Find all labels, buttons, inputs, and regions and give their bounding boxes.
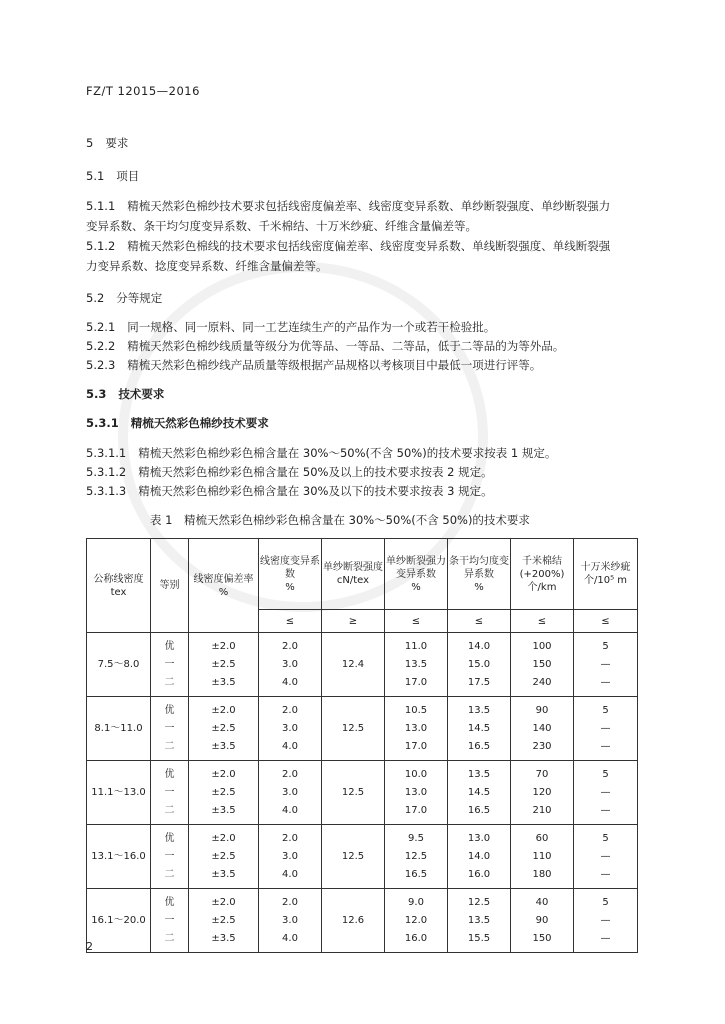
cell-evenness-cv-value: 15.0 [467,658,491,670]
cell-yarn-faults-value: — [600,722,611,734]
cell-evenness-cv [448,633,511,697]
cell-yarn-faults-value: — [600,850,611,862]
heading-5-2 [86,288,162,308]
cell-grade-value: 一 [164,914,175,926]
cell-nominal-density: 16.1～20.0 [87,889,151,953]
cell-strength-cv-value: 17.0 [404,676,428,688]
cell-grade-value: 二 [164,740,175,752]
cell-neps [511,889,574,953]
clause-5-2-2 [86,336,564,356]
cell-density-cv [259,761,322,825]
cell-nominal-density: 7.5～8.0 [87,633,151,697]
clause-text: 精梳天然彩色棉纱线质量等级分为优等品、一等品、二等品，低于二等品的为等外品。 [127,339,565,353]
cell-strength-cv [385,889,448,953]
cell-neps-value: 150 [532,932,552,944]
heading-number: 5.3.1 [86,416,119,430]
clause-text: 精梳天然彩色棉纱彩色棉含量在 50%及以上的技术要求按表 2 规定。 [138,465,493,479]
cell-density-deviation-value: ±2.0 [211,896,236,908]
cell-density-cv-value: 2.0 [282,704,298,716]
cell-yarn-faults-value: — [600,914,611,926]
cell-yarn-faults-value: — [600,786,611,798]
cell-nominal-density: 13.1～16.0 [87,825,151,889]
heading-number: 5.3 [86,387,107,401]
clause-5-3-1-2 [86,462,493,482]
cell-evenness-cv-value: 12.5 [467,896,491,908]
heading-title: 项目 [116,169,140,183]
heading-title: 技术要求 [118,387,165,401]
clause-number: 5.1.2 [86,239,116,253]
clause-5-2-1 [86,317,495,337]
limit-symbol: ≥ [322,610,385,633]
clause-5-1-2-line1 [86,236,610,256]
cell-strength-cv-value: 10.0 [404,768,428,780]
cell-grade [151,633,189,697]
cell-yarn-faults [574,825,638,889]
cell-evenness-cv [448,697,511,761]
heading-5-3-1 [86,413,269,433]
cell-grade [151,761,189,825]
cell-yarn-faults-value: — [600,932,611,944]
limit-symbol: ≤ [574,610,638,633]
cell-density-cv-value: 4.0 [282,740,298,752]
cell-grade-value: 一 [164,786,175,798]
cell-yarn-faults-value: 5 [602,896,609,908]
cell-density-deviation-value: ±3.5 [211,676,236,688]
table-header-row [87,539,638,610]
cell-grade-value: 一 [164,722,175,734]
clause-number: 5.1.1 [86,199,116,213]
cell-grade-value: 二 [164,868,175,880]
cell-grade-value: 优 [164,768,175,780]
clause-5-1-2-line2: 力变异系数、捻度变异系数、纤维含量偏差等。 [86,259,328,273]
cell-strength-cv-value: 17.0 [404,740,428,752]
table-row [87,633,638,697]
cell-strength-cv-value: 16.5 [404,868,428,880]
cell-neps-value: 90 [535,704,549,716]
header-breaking-tenacity: 单纱断裂强度 cN/tex [322,539,385,610]
cell-breaking-tenacity: 12.5 [322,761,385,825]
cell-evenness-cv-value: 14.0 [467,850,491,862]
heading-5-1 [86,166,139,186]
clause-number: 5.3.1.2 [86,465,127,479]
cell-yarn-faults [574,761,638,825]
clause-5-1-1-line2: 变异系数、条干均匀度变异系数、千米棉结、十万米纱疵、纤维含量偏差等。 [86,219,477,233]
cell-density-deviation-value: ±3.5 [211,740,236,752]
heading-title: 分等规定 [116,291,163,305]
cell-density-deviation-value: ±3.5 [211,868,236,880]
cell-density-cv [259,697,322,761]
cell-density-cv-value: 4.0 [282,804,298,816]
cell-density-deviation-value: ±2.5 [211,850,236,862]
cell-strength-cv-value: 13.0 [404,722,428,734]
cell-density-cv-value: 2.0 [282,768,298,780]
cell-density-cv-value: 2.0 [282,896,298,908]
heading-number: 5.1 [86,169,105,183]
cell-strength-cv [385,697,448,761]
cell-density-cv-value: 2.0 [282,832,298,844]
cell-strength-cv-value: 13.0 [404,786,428,798]
cell-grade [151,889,189,953]
cell-density-deviation-value: ±2.0 [211,768,236,780]
header-nominal-density: 公称线密度 tex [87,539,151,633]
cell-density-cv-value: 3.0 [282,850,298,862]
cell-grade [151,825,189,889]
cell-density-cv-value: 3.0 [282,914,298,926]
clause-text: 精梳天然彩色棉纱技术要求包括线密度偏差率、线密度变异系数、单纱断裂强度、单纱断裂强力 [127,199,611,213]
cell-density-cv-value: 3.0 [282,658,298,670]
cell-nominal-density: 8.1～11.0 [87,697,151,761]
cell-neps [511,697,574,761]
cell-evenness-cv-value: 13.0 [467,832,491,844]
cell-density-cv [259,889,322,953]
cell-yarn-faults-value: — [600,676,611,688]
cell-density-cv-value: 2.0 [282,640,298,652]
header-grade: 等别 [151,539,189,633]
cell-neps-value: 100 [532,640,552,652]
cell-density-deviation-value: ±2.0 [211,704,236,716]
clause-5-3-1-3 [86,481,493,501]
clause-number: 5.2.1 [86,320,116,334]
table-body [87,633,638,953]
cell-yarn-faults-value: — [600,804,611,816]
cell-neps [511,825,574,889]
clause-text: 精梳天然彩色棉纱线产品质量等级根据产品规格以考核项目中最低一项进行评等。 [127,358,542,372]
cell-strength-cv-value: 12.0 [404,914,428,926]
cell-yarn-faults-value: — [600,658,611,670]
cell-neps [511,761,574,825]
cell-yarn-faults-value: — [600,868,611,880]
heading-number: 5 [86,136,94,150]
heading-title: 要求 [105,136,129,150]
cell-density-deviation [189,889,259,953]
cell-density-cv-value: 4.0 [282,932,298,944]
cell-density-cv-value: 4.0 [282,868,298,880]
header-strength-cv: 单纱断裂强力变异系数 % [385,539,448,610]
cell-evenness-cv [448,825,511,889]
cell-density-cv [259,633,322,697]
cell-density-deviation-value: ±2.5 [211,722,236,734]
cell-neps-value: 120 [532,786,552,798]
cell-neps-value: 210 [532,804,552,816]
cell-grade-value: 二 [164,676,175,688]
cell-strength-cv [385,825,448,889]
cell-grade-value: 二 [164,932,175,944]
cell-neps-value: 90 [535,914,549,926]
cell-density-cv-value: 3.0 [282,786,298,798]
cell-neps-value: 180 [532,868,552,880]
standard-code: FZ/T 12015—2016 [86,84,200,98]
cell-density-deviation-value: ±2.5 [211,914,236,926]
cell-evenness-cv-value: 14.5 [467,786,491,798]
cell-evenness-cv-value: 16.0 [467,868,491,880]
cell-neps-value: 140 [532,722,552,734]
limit-symbol: ≤ [448,610,511,633]
cell-density-deviation-value: ±3.5 [211,932,236,944]
cell-strength-cv-value: 9.5 [408,832,424,844]
header-yarn-faults: 十万米纱疵 个/10⁵ m [574,539,638,610]
clause-text: 精梳天然彩色棉纱彩色棉含量在 30%～50%(不含 50%)的技术要求按表 1 规定。 [138,446,557,460]
cell-density-deviation [189,825,259,889]
cell-grade [151,697,189,761]
cell-grade-value: 二 [164,804,175,816]
cell-strength-cv-value: 10.5 [404,704,428,716]
cell-yarn-faults-value: 5 [602,832,609,844]
page-number: 2 [86,940,93,953]
cell-evenness-cv-value: 15.5 [467,932,491,944]
cell-strength-cv-value: 11.0 [404,640,428,652]
cell-density-cv-value: 4.0 [282,676,298,688]
cell-yarn-faults-value: — [600,740,611,752]
cell-strength-cv-value: 17.0 [404,804,428,816]
cell-nominal-density: 11.1～13.0 [87,761,151,825]
cell-yarn-faults-value: 5 [602,640,609,652]
limit-symbol: ≤ [511,610,574,633]
cell-neps-value: 150 [532,658,552,670]
cell-evenness-cv-value: 16.5 [467,740,491,752]
header-density-cv: 线密度变异系数 % [259,539,322,610]
cell-density-cv-value: 3.0 [282,722,298,734]
cell-evenness-cv-value: 14.0 [467,640,491,652]
cell-strength-cv-value: 12.5 [404,850,428,862]
clause-number: 5.3.1.3 [86,484,127,498]
cell-breaking-tenacity: 12.6 [322,889,385,953]
cell-density-deviation [189,633,259,697]
cell-grade-value: 优 [164,896,175,908]
cell-breaking-tenacity: 12.5 [322,697,385,761]
table-row [87,825,638,889]
cell-evenness-cv [448,889,511,953]
technical-requirements-table [86,538,638,953]
heading-5-3 [86,384,164,404]
cell-breaking-tenacity: 12.5 [322,825,385,889]
cell-grade-value: 优 [164,832,175,844]
header-density-deviation: 线密度偏差率 % [189,539,259,633]
cell-grade-value: 一 [164,850,175,862]
heading-title: 精梳天然彩色棉纱技术要求 [130,416,269,430]
cell-density-deviation [189,697,259,761]
limit-symbol: ≤ [259,610,322,633]
cell-density-deviation-value: ±3.5 [211,804,236,816]
cell-strength-cv-value: 9.0 [408,896,424,908]
clause-number: 5.3.1.1 [86,446,127,460]
cell-yarn-faults [574,697,638,761]
table-row [87,761,638,825]
cell-evenness-cv-value: 16.5 [467,804,491,816]
cell-neps [511,633,574,697]
clause-number: 5.2.2 [86,339,116,353]
cell-strength-cv-value: 13.5 [404,658,428,670]
heading-5 [86,133,128,153]
cell-breaking-tenacity: 12.4 [322,633,385,697]
clause-5-1-1-line1 [86,196,610,216]
cell-strength-cv [385,761,448,825]
header-evenness-cv: 条干均匀度变异系数 % [448,539,511,610]
table-1-title: 表 1 精梳天然彩色棉纱彩色棉含量在 30%～50%(不含 50%)的技术要求 [150,513,530,527]
clause-5-3-1-1 [86,443,556,463]
cell-strength-cv [385,633,448,697]
limit-symbol: ≤ [385,610,448,633]
clause-text: 精梳天然彩色棉纱彩色棉含量在 30%及以下的技术要求按表 3 规定。 [138,484,493,498]
clause-number: 5.2.3 [86,358,116,372]
clause-5-2-3 [86,355,541,375]
table-row [87,697,638,761]
cell-yarn-faults [574,889,638,953]
cell-strength-cv-value: 16.0 [404,932,428,944]
cell-evenness-cv-value: 14.5 [467,722,491,734]
cell-evenness-cv-value: 13.5 [467,704,491,716]
cell-density-deviation-value: ±2.0 [211,832,236,844]
cell-grade-value: 一 [164,658,175,670]
cell-grade-value: 优 [164,704,175,716]
cell-neps-value: 40 [535,896,549,908]
cell-neps-value: 230 [532,740,552,752]
cell-neps-value: 110 [532,850,552,862]
clause-text: 精梳天然彩色棉线的技术要求包括线密度偏差率、线密度变异系数、单线断裂强度、单线断裂强 [127,239,611,253]
header-neps: 千米棉结(+200%) 个/km [511,539,574,610]
cell-density-deviation [189,761,259,825]
heading-number: 5.2 [86,291,105,305]
cell-neps-value: 60 [535,832,549,844]
cell-neps-value: 70 [535,768,549,780]
cell-grade-value: 优 [164,640,175,652]
cell-yarn-faults [574,633,638,697]
cell-evenness-cv-value: 13.5 [467,914,491,926]
cell-yarn-faults-value: 5 [602,768,609,780]
cell-density-deviation-value: ±2.0 [211,640,236,652]
cell-density-deviation-value: ±2.5 [211,786,236,798]
table-row [87,889,638,953]
clause-text: 同一规格、同一原料、同一工艺连续生产的产品作为一个或若干检验批。 [127,320,496,334]
cell-density-cv [259,825,322,889]
cell-evenness-cv [448,761,511,825]
cell-evenness-cv-value: 13.5 [467,768,491,780]
cell-neps-value: 240 [532,676,552,688]
cell-density-deviation-value: ±2.5 [211,658,236,670]
cell-yarn-faults-value: 5 [602,704,609,716]
cell-evenness-cv-value: 17.5 [467,676,491,688]
